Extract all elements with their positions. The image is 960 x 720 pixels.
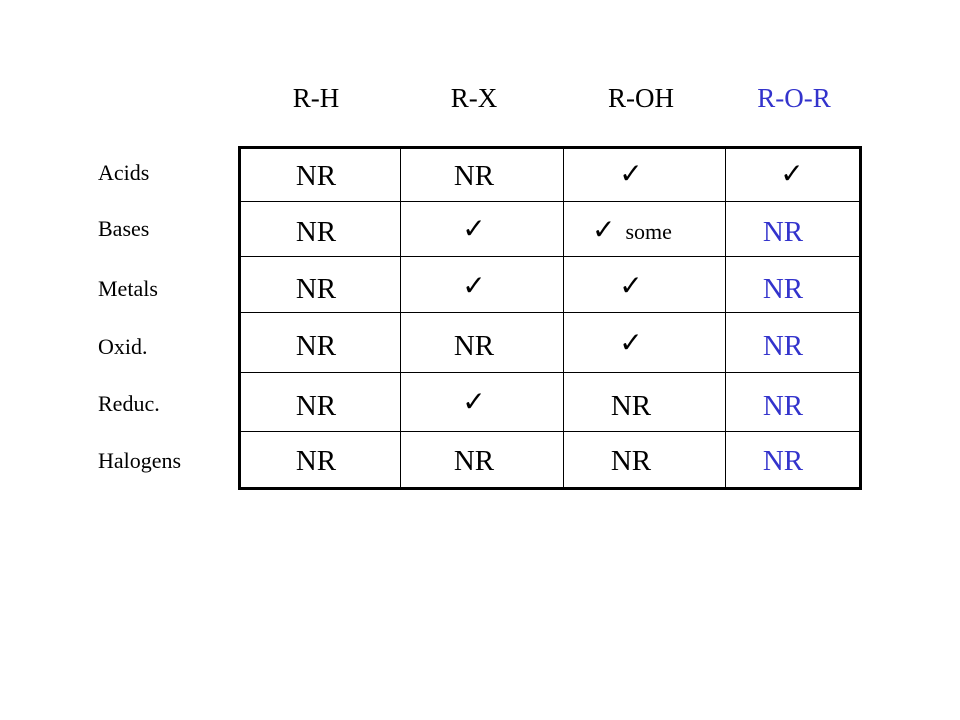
column-header-r-oh: R-OH [608, 83, 674, 113]
row-label-bases: Bases [98, 216, 150, 241]
column-divider [400, 146, 401, 490]
cell-halogens-r-x: NR [453, 445, 495, 477]
cell-acids-r-h: NR [295, 160, 337, 192]
cell-reduc-r-o-r: NR [762, 390, 804, 422]
cell-metals-r-h: NR [295, 273, 337, 305]
row-label-reduc: Reduc. [98, 391, 160, 416]
row-divider [238, 372, 862, 373]
row-label-oxid: Oxid. [98, 334, 148, 359]
cell-reduc-r-h: NR [295, 390, 337, 422]
cell-oxid-r-o-r: NR [762, 330, 804, 362]
column-header-r-x: R-X [450, 83, 498, 113]
check-icon: ✓ [462, 269, 486, 302]
column-divider [725, 146, 726, 490]
check-icon: ✓ [462, 212, 486, 245]
row-divider [238, 431, 862, 432]
cell-oxid-r-h: NR [295, 330, 337, 362]
cell-halogens-r-h: NR [295, 445, 337, 477]
row-divider [238, 312, 862, 313]
cell-acids-r-x: NR [453, 160, 495, 192]
reaction-table [238, 146, 862, 490]
row-label-halogens: Halogens [98, 448, 182, 473]
row-label-acids: Acids [98, 160, 150, 185]
cell-reduc-r-oh: NR [610, 390, 652, 422]
check-icon: ✓ [780, 157, 804, 190]
cell-halogens-r-oh: NR [610, 445, 652, 477]
column-header-r-o-r: R-O-R [757, 83, 831, 113]
qualifier-some: some [625, 219, 672, 244]
check-icon: ✓ [619, 157, 643, 190]
cell-bases-r-oh [592, 212, 672, 250]
cell-bases-r-h: NR [295, 216, 337, 248]
cell-bases-r-o-r: NR [762, 216, 804, 248]
check-icon: ✓ [592, 213, 616, 246]
cell-metals-r-o-r: NR [762, 273, 804, 305]
check-icon: ✓ [619, 269, 643, 302]
column-header-r-h: R-H [292, 83, 340, 113]
row-label-metals: Metals [98, 276, 158, 301]
check-icon: ✓ [462, 385, 486, 418]
cell-halogens-r-o-r: NR [762, 445, 804, 477]
check-icon: ✓ [619, 326, 643, 359]
cell-oxid-r-x: NR [453, 330, 495, 362]
row-divider [238, 256, 862, 257]
row-divider [238, 201, 862, 202]
column-divider [563, 146, 564, 490]
